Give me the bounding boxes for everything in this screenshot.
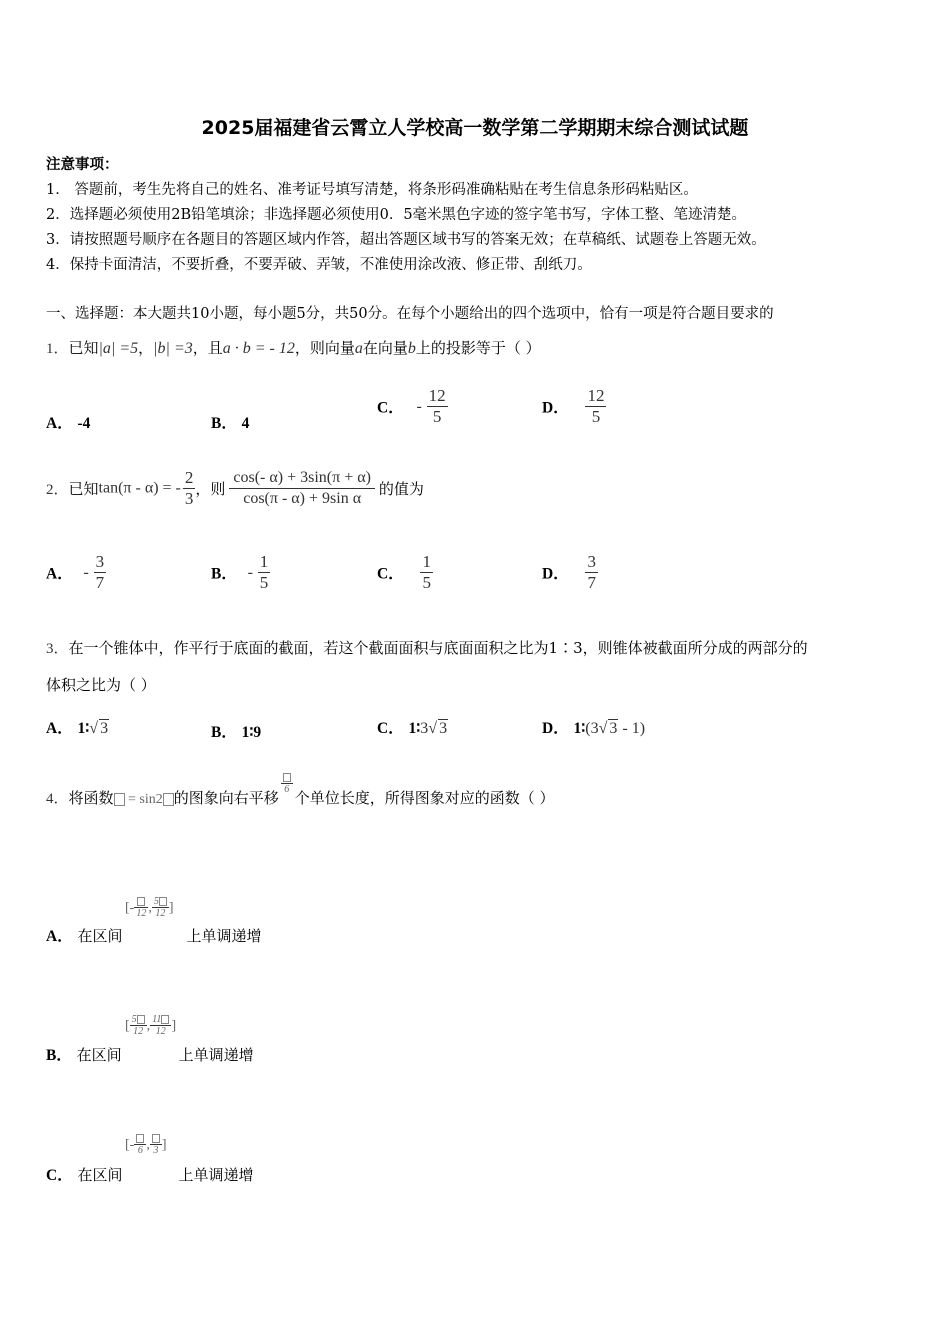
page-title: 2025届福建省云霄立人学校高一数学第二学期期末综合测试试题 xyxy=(201,117,749,139)
section-heading: 一、选择题：本大题共10小题，每小题5分，共50分。在每个小题给出的四个选项中，恰有一项是符合题目要求的 xyxy=(46,306,774,322)
option-b[interactable]: B． 在区间 上单调递增 xyxy=(46,1046,254,1064)
fraction: $\frac{12}{5}$ xyxy=(587,386,605,426)
notice-heading: 注意事项： xyxy=(46,156,119,173)
question-number: 4． xyxy=(46,791,69,807)
fraction: $\frac{1}{5}$ xyxy=(259,552,269,592)
fraction: 6 xyxy=(134,1133,146,1156)
option-b[interactable]: B． 4 xyxy=(211,415,250,432)
option-c[interactable]: C． - $\frac{12}{5}$ xyxy=(377,386,446,426)
question-3: 3．在一个锥体中，作平行于底面的截面，若这个截面面积与底面面积之比为1∶3，则锥体被截面所分成的两部分的 xyxy=(46,639,808,657)
question-number: 2． xyxy=(46,482,69,498)
question-1: 1．已知|a| =5，|b| =3，且a · b = - 12，则向量a在向量b上的投影等于（ ） xyxy=(46,339,541,357)
fraction: 6 xyxy=(281,772,293,795)
question-number: 3． xyxy=(46,641,69,657)
option-a[interactable]: A． - $\frac{3}{7}$ xyxy=(46,552,105,592)
fraction: 12 xyxy=(134,896,148,919)
math-expression: a · b = - 12 xyxy=(222,340,295,357)
notice-item: 1． 答题前，考生先将自己的姓名、准考证号填写清楚，将条形码准确粘贴在考生信息条形码粘贴区。 xyxy=(46,182,698,198)
question-3-continued: 体积之比为（ ） xyxy=(46,676,156,694)
notice-item: 2．选择题必须使用2B铅笔填涂；非选择题必须使用0．5毫米黑色字迹的签字笔书写，字体工整、笔迹清楚。 xyxy=(46,207,747,223)
math-expression: a xyxy=(354,340,363,357)
option-d[interactable]: D． $\frac{3}{7}$ xyxy=(542,552,596,592)
fraction: $\frac{5}{12}$ xyxy=(130,1014,147,1037)
math-expression: √ 3 xyxy=(89,720,109,737)
fraction: $\frac{12}{5}$ xyxy=(428,386,446,426)
interval-image: [- 12 , $\frac{5}{12}$ ] xyxy=(125,896,174,919)
option-c[interactable]: C． 在区间 上单调递增 xyxy=(46,1166,254,1184)
fraction: $\frac{1}{5}$ xyxy=(422,552,431,592)
interval-image: [ $\frac{5}{12}$ , $\frac{11}{12}$ ] xyxy=(125,1014,177,1037)
math-expression: tan(π - α) = - xyxy=(98,479,181,497)
math-expression: (3√ 3 - 1) xyxy=(585,720,646,737)
math-expression: |a| =5 xyxy=(98,340,139,357)
option-b[interactable]: B． 1∶9 xyxy=(211,724,262,741)
notice-item: 3．请按照题号顺序在各题目的答题区域内作答，超出答题区域书写的答案无效；在草稿纸、试题卷上答题无效。 xyxy=(46,232,766,248)
math-expression: b xyxy=(407,340,416,357)
option-a[interactable]: A． 在区间 上单调递增 xyxy=(46,927,262,945)
option-a[interactable]: A． -4 xyxy=(46,415,91,432)
fraction: $\frac{3}{7}$ xyxy=(95,552,105,592)
math-expression: 3√ 3 xyxy=(420,720,448,737)
option-b[interactable]: B． - $\frac{1}{5}$ xyxy=(211,552,269,592)
fraction: $\frac{11}{12}$ xyxy=(150,1014,171,1037)
notice-item: 4．保持卡面清洁，不要折叠，不要弄破、弄皱，不准使用涂改液、修正带、刮纸刀。 xyxy=(46,257,592,273)
question-2: 2．已知tan(π - α) = - $\frac{2}{3}$ ，则 $\frac{\cos(- \alpha) + 3\sin(\pi + \alpha)}{\text{cos(π - α) + 9sin α}}$ 的值为 xyxy=(46,468,424,508)
fraction: $\frac{2}{3}$ xyxy=(184,468,194,508)
math-expression: |b| =3 xyxy=(153,340,193,357)
fraction: $\frac{\cos(- \alpha) + 3\sin(\pi + \alpha)}{\text{cos(π - α) + 9sin α}}$ xyxy=(229,468,375,509)
fraction: $\frac{5}{12}$ xyxy=(152,896,169,919)
fraction: $\frac{3}{7}$ xyxy=(587,552,596,592)
question-4: 4．将函数 = sin2 的图象向右平移 6 个单位长度，所得图象对应的函数（ ） xyxy=(46,772,555,808)
interval-image: [- 6 , 3 ] xyxy=(125,1133,167,1156)
option-d[interactable]: D． $\frac{12}{5}$ xyxy=(542,386,605,426)
math-expression: = sin2 xyxy=(114,792,174,808)
question-number: 1． xyxy=(46,341,69,357)
fraction: 3 xyxy=(150,1133,162,1156)
option-c[interactable]: C． 1∶3√ 3 xyxy=(377,720,448,737)
option-d[interactable]: D． 1∶(3√ 3 - 1) xyxy=(542,720,646,737)
option-a[interactable]: A． 1∶√ 3 xyxy=(46,720,109,737)
option-c[interactable]: C． $\frac{1}{5}$ xyxy=(377,552,431,592)
